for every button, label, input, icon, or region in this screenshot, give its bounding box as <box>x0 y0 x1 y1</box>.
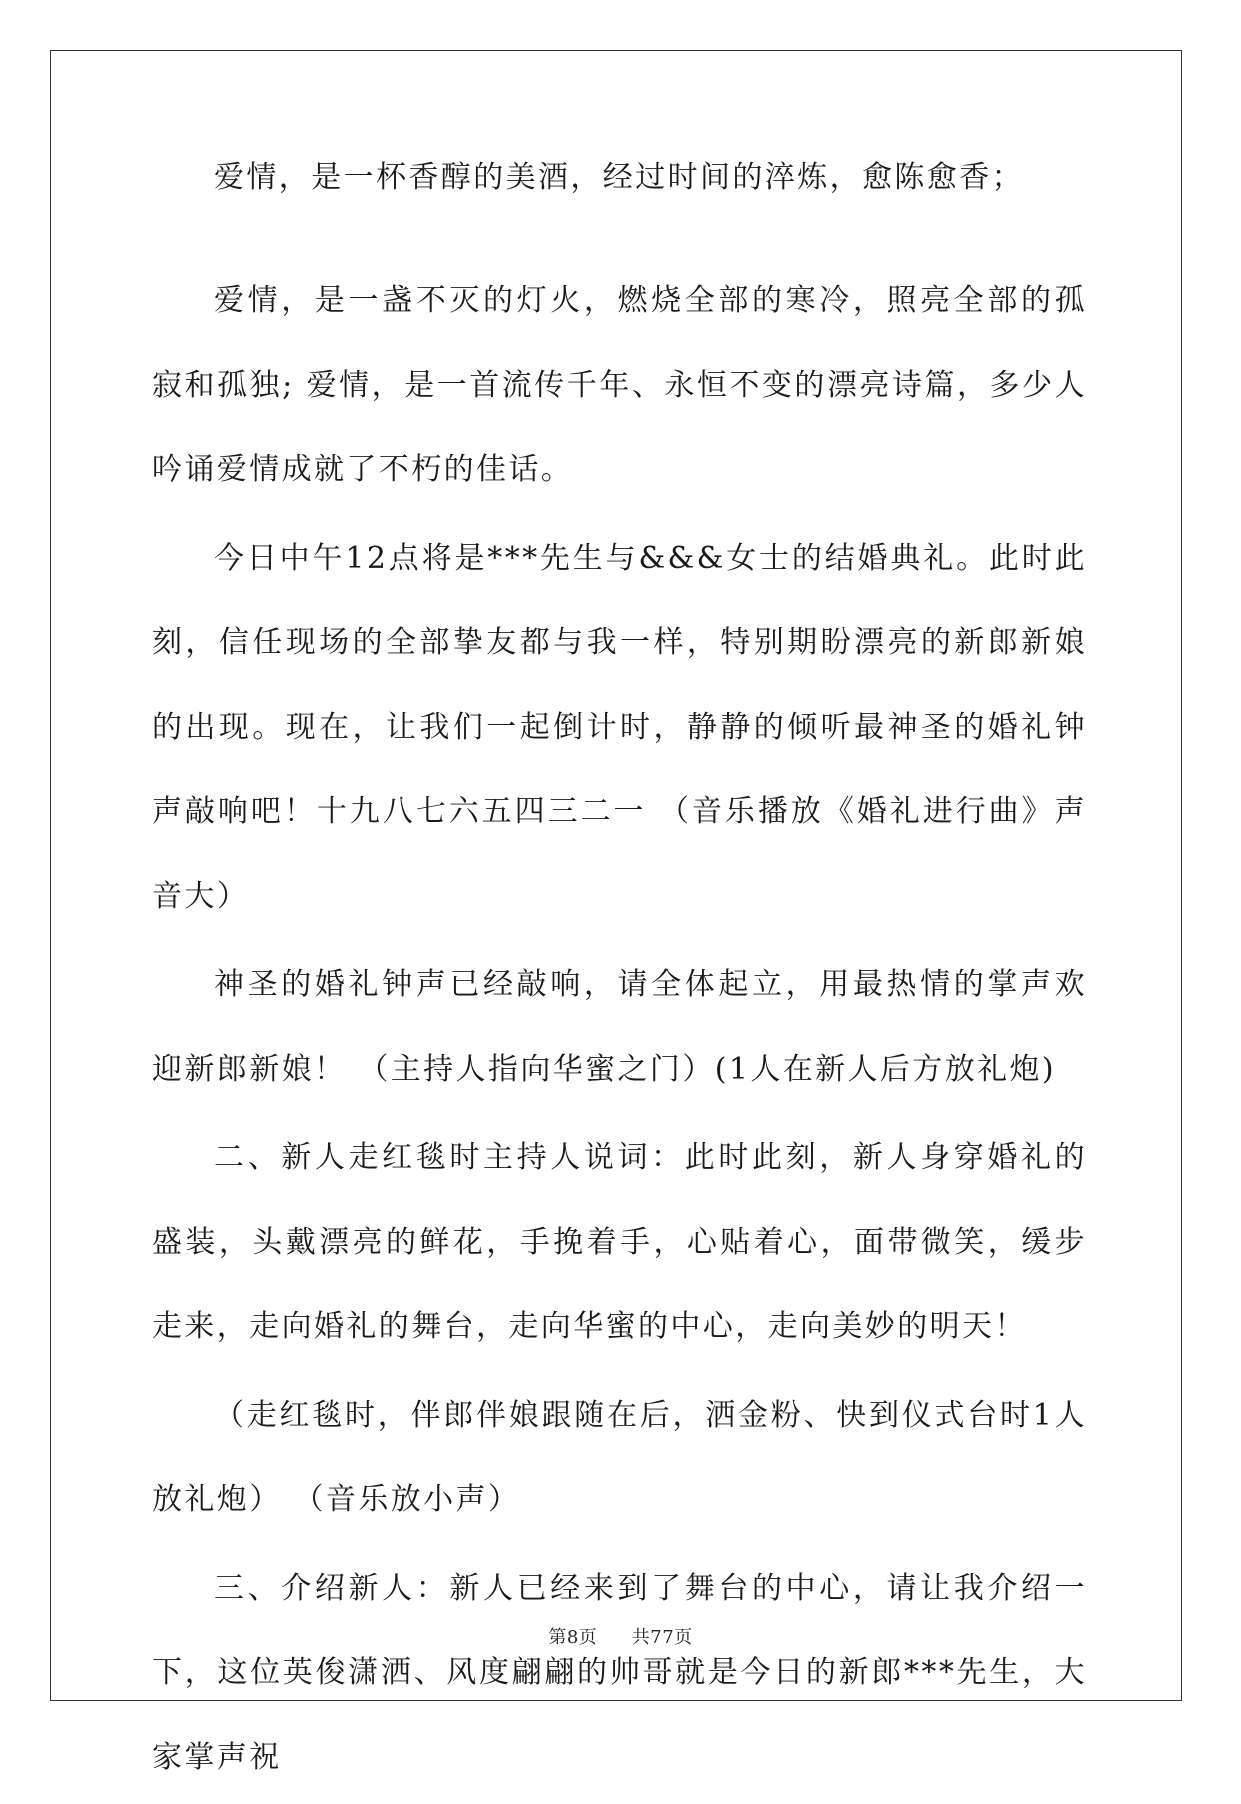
total-pages: 共77页 <box>631 1627 693 1648</box>
page-number: 第8页 <box>548 1627 598 1648</box>
paragraph: 今日中午12点将是***先生与&&&女士的结婚典礼。此时此刻，信任现场的全部挚友都与我一样，特别期盼漂亮的新郎新娘的出现。现在，让我们一起倒计时，静静的倾听最神圣的婚礼钟声敲响吧！十九八七六五四三二一 （音乐播放《婚礼进行曲》声音大） <box>152 540 1087 914</box>
paragraph: 二、新人走红毯时主持人说词：此时此刻，新人身穿婚礼的盛装，头戴漂亮的鲜花，手挽着手，心贴着心，面带微笑，缓步走来，走向婚礼的舞台，走向华蜜的中心，走向美妙的明天！ <box>152 1140 1087 1344</box>
paragraph: 爱情，是一杯香醇的美酒，经过时间的淬炼，愈陈愈香； <box>214 160 1024 195</box>
paragraph: 爱情，是一盏不灭的灯火，燃烧全部的寒冷，照亮全部的孤寂和孤独; 爱情，是一首流传千年、永恒不变的漂亮诗篇，多少人吟诵爱情成就了不朽的佳话。 <box>152 283 1087 487</box>
page-footer <box>0 1623 1241 1649</box>
paragraph: （走红毯时，伴郎伴娘跟随在后，洒金粉、快到仪式台时1人放礼炮） （音乐放小声） <box>152 1397 1087 1517</box>
paragraph: 三、介绍新人：新人已经来到了舞台的中心，请让我介绍一下，这位英俊潇洒、风度翩翩的帅哥就是今日的新郎***先生，大家掌声祝 <box>152 1570 1087 1775</box>
paragraph: 神圣的婚礼钟声已经敲响，请全体起立，用最热情的掌声欢迎新郎新娘！ （主持人指向华蜜之门）(1人在新人后方放礼炮) <box>152 967 1087 1087</box>
document-body <box>152 160 1087 1804</box>
